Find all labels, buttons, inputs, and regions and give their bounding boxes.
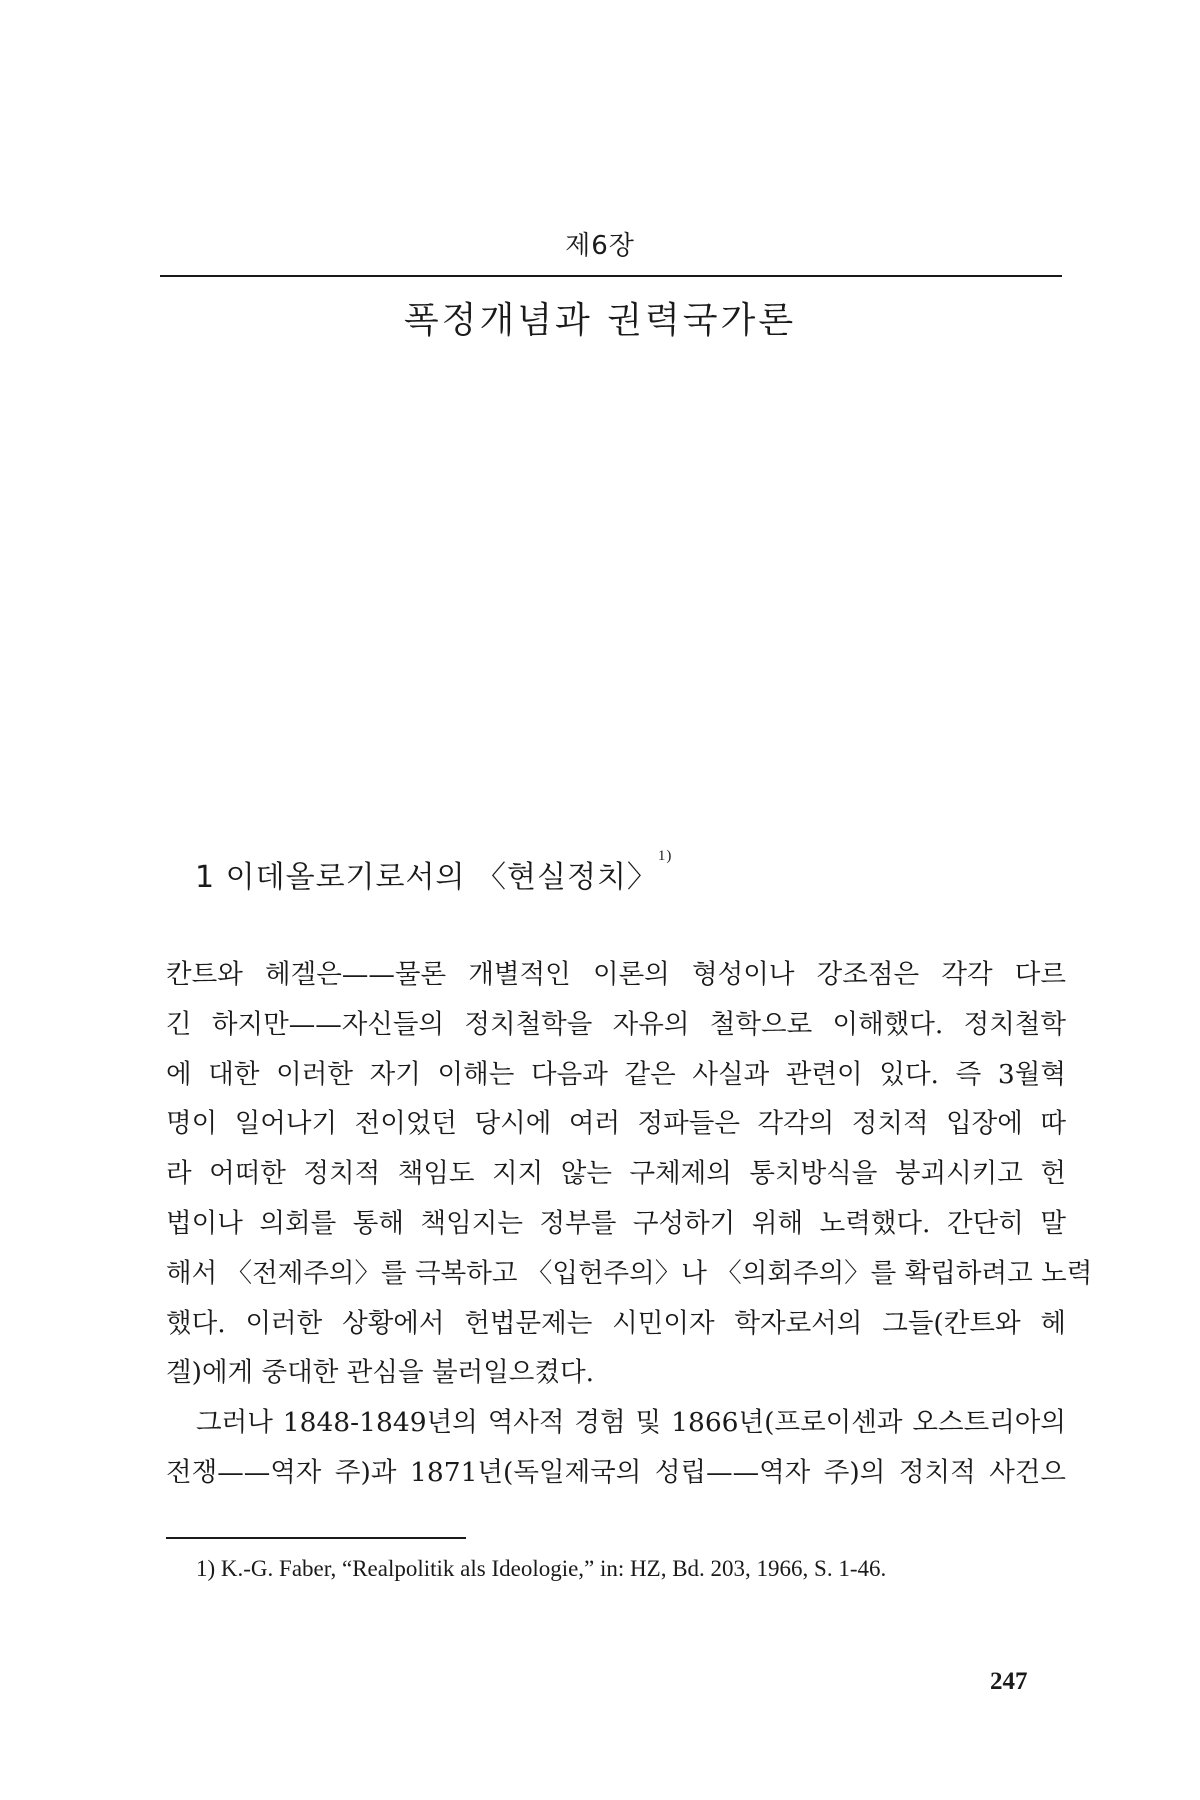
body-line: 에 대한 이러한 자기 이해는 다음과 같은 사실과 관련이 있다. 즉 3월혁: [166, 1058, 1066, 1090]
body-line: 라 어떠한 정치적 책임도 지지 않는 구체제의 통치방식을 붕괴시키고 헌: [166, 1158, 1066, 1190]
body-text: [166, 950, 1093, 1498]
footnote-divider: [166, 1537, 466, 1539]
body-line: 긴 하지만——자신들의 정치철학을 자유의 철학으로 이해했다. 정치철학: [166, 1008, 1066, 1040]
section-heading-text: 1 이데올로기로서의 〈현실정치〉: [195, 860, 658, 895]
body-line: 칸트와 헤겔은——물론 개별적인 이론의 형성이나 강조점은 각각 다르: [166, 959, 1066, 990]
chapter-label: 제6장: [565, 231, 635, 261]
page-number: 247: [990, 1668, 1028, 1695]
body-line: 했다. 이러한 상황에서 헌법문제는 시민이자 학자로서의 그들(칸트와 헤: [166, 1307, 1066, 1339]
body-line: 법이나 의회를 통해 책임지는 정부를 구성하기 위해 노력했다. 간단히 말: [166, 1207, 1066, 1239]
chapter-divider: [160, 275, 1062, 277]
body-line: 해서 〈전제주의〉를 극복하고 〈입헌주의〉나 〈의회주의〉를 확립하려고 노력: [166, 1257, 1093, 1289]
body-line: 그러나 1848-1849년의 역사적 경험 및 1866년(프로이센과 오스트리아의: [196, 1407, 1066, 1439]
body-line: 겔)에게 중대한 관심을 불러일으켰다.: [166, 1357, 595, 1389]
footnote-reference[interactable]: 1): [657, 848, 673, 864]
body-line: 명이 일어나기 전이었던 당시에 여러 정파들은 각각의 정치적 입장에 따: [166, 1108, 1066, 1140]
chapter-title: 폭정개념과 권력국가론: [403, 300, 797, 341]
section-heading: [195, 848, 673, 896]
body-line: 전쟁——역자 주)과 1871년(독일제국의 성립——역자 주)의 정치적 사건으: [166, 1456, 1066, 1488]
footnote: 1) K.-G. Faber, “Realpolitik als Ideologie,” in: HZ, Bd. 203, 1966, S. 1-46.: [196, 1556, 887, 1581]
